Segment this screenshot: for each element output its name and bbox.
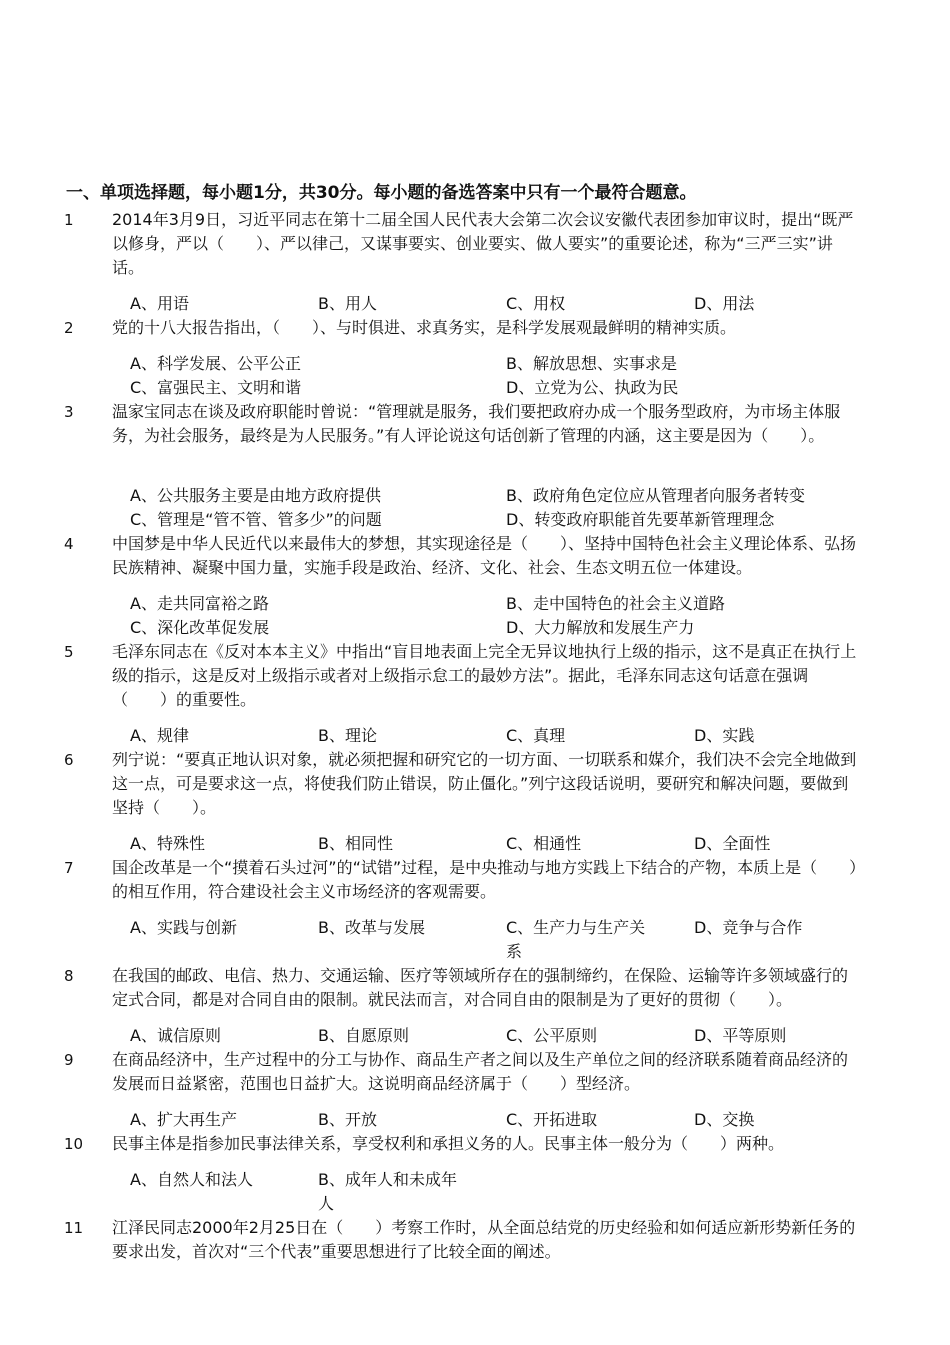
option-c: C、公平原则 bbox=[506, 1026, 598, 1045]
question-stem: 民事主体是指参加民事法律关系，享受权利和承担义务的人。民事主体一般分为（ ）两种。 bbox=[112, 1134, 785, 1153]
option-a: A、用语 bbox=[130, 294, 189, 313]
option-c: C、开拓进取 bbox=[506, 1110, 598, 1129]
option-a: A、科学发展、公平公正 bbox=[130, 354, 301, 373]
option-c: C、生产力与生产关系 bbox=[506, 918, 646, 961]
option-b: B、成年人和未成年人 bbox=[318, 1170, 457, 1213]
option-a: A、公共服务主要是由地方政府提供 bbox=[130, 486, 381, 505]
question-number: 3 bbox=[64, 403, 74, 421]
question-number: 2 bbox=[64, 319, 74, 337]
option-b: B、自愿原则 bbox=[318, 1026, 409, 1045]
option-c: C、深化改革促发展 bbox=[130, 618, 270, 637]
option-b: B、开放 bbox=[318, 1110, 377, 1129]
question-stem: 2014年3月9日，习近平同志在第十二届全国人民代表大会第二次会议安徽代表团参加审议时，提出“既严以修身，严以（ ）、严以律己，又谋事要实、创业要实、做人要实”的重要论述，称为“三严三实”讲话。 bbox=[112, 210, 854, 277]
option-a: A、特殊性 bbox=[130, 834, 205, 853]
option-a: A、规律 bbox=[130, 726, 189, 745]
question-number: 11 bbox=[64, 1219, 84, 1237]
question-stem: 毛泽东同志在《反对本本主义》中指出“盲目地表面上完全无异议地执行上级的指示，这不是真正在执行上级的指示，这是反对上级指示或者对上级指示怠工的最妙方法”。据此，毛泽东同志这句话意在强调（ ）的重要性。 bbox=[112, 642, 857, 709]
question-stem: 中国梦是中华人民近代以来最伟大的梦想，其实现途径是（ ）、坚持中国特色社会主义理论体系、弘扬民族精神、凝聚中国力量，实施手段是政治、经济、文化、社会、生态文明五位一体建设。 bbox=[112, 534, 857, 577]
question-stem: 列宁说：“要真正地认识对象，就必须把握和研究它的一切方面、一切联系和媒介，我们决不会完全地做到这一点，可是要求这一点，将使我们防止错误，防止僵化。”列宁这段话说明，要研究和解决问题，要做到坚持（ ）。 bbox=[112, 750, 857, 817]
option-b: B、相同性 bbox=[318, 834, 393, 853]
option-b: B、理论 bbox=[318, 726, 377, 745]
option-c: C、用权 bbox=[506, 294, 566, 313]
option-d: D、全面性 bbox=[694, 834, 771, 853]
option-d: D、交换 bbox=[694, 1110, 755, 1129]
option-a: A、扩大再生产 bbox=[130, 1110, 237, 1129]
option-b: B、改革与发展 bbox=[318, 918, 425, 937]
question-stem: 国企改革是一个“摸着石头过河”的“试错”过程，是中央推动与地方实践上下结合的产物，本质上是（ ）的相互作用，符合建设社会主义市场经济的客观需要。 bbox=[112, 858, 858, 901]
option-c: C、真理 bbox=[506, 726, 566, 745]
option-c: C、相通性 bbox=[506, 834, 582, 853]
question-stem: 在商品经济中，生产过程中的分工与协作、商品生产者之间以及生产单位之间的经济联系随着商品经济的发展而日益紧密，范围也日益扩大。这说明商品经济属于（ ）型经济。 bbox=[112, 1050, 849, 1093]
option-c: C、管理是“管不管、管多少”的问题 bbox=[130, 510, 382, 529]
option-b: B、解放思想、实事求是 bbox=[506, 354, 677, 373]
option-a: A、走共同富裕之路 bbox=[130, 594, 269, 613]
question-number: 10 bbox=[64, 1135, 84, 1153]
question-stem: 在我国的邮政、电信、热力、交通运输、医疗等领域所存在的强制缔约，在保险、运输等许多领域盛行的定式合同，都是对合同自由的限制。就民法而言，对合同自由的限制是为了更好的贯彻（ ）。 bbox=[112, 966, 849, 1009]
option-c: C、富强民主、文明和谐 bbox=[130, 378, 302, 397]
option-b: B、走中国特色的社会主义道路 bbox=[506, 594, 725, 613]
option-d: D、立党为公、执政为民 bbox=[506, 378, 679, 397]
question-number: 6 bbox=[64, 751, 74, 769]
option-a: A、诚信原则 bbox=[130, 1026, 221, 1045]
question-number: 4 bbox=[64, 535, 74, 553]
option-b: B、用人 bbox=[318, 294, 377, 313]
option-d: D、竞争与合作 bbox=[694, 918, 803, 937]
question-number: 8 bbox=[64, 967, 74, 985]
option-a: A、自然人和法人 bbox=[130, 1170, 253, 1189]
question-stem: 温家宝同志在谈及政府职能时曾说：“管理就是服务，我们要把政府办成一个服务型政府，为市场主体服务，为社会服务，最终是为人民服务。”有人评论说这句话创新了管理的内涵，这主要是因为（ ）。 bbox=[112, 402, 841, 445]
question-stem: 党的十八大报告指出，（ ）、与时俱进、求真务实，是科学发展观最鲜明的精神实质。 bbox=[112, 318, 737, 337]
option-a: A、实践与创新 bbox=[130, 918, 237, 937]
question-number: 9 bbox=[64, 1051, 74, 1069]
question-stem: 江泽民同志2000年2月25日在（ ）考察工作时，从全面总结党的历史经验和如何适应新形势新任务的要求出发，首次对“三个代表”重要思想进行了比较全面的阐述。 bbox=[112, 1218, 856, 1261]
option-d: D、用法 bbox=[694, 294, 755, 313]
option-b: B、政府角色定位应从管理者向服务者转变 bbox=[506, 486, 805, 505]
option-d: D、大力解放和发展生产力 bbox=[506, 618, 695, 637]
option-d: D、实践 bbox=[694, 726, 755, 745]
question-number: 1 bbox=[64, 211, 74, 229]
question-number: 5 bbox=[64, 643, 74, 661]
section-heading: 一、单项选择题，每小题1分，共30分。每小题的备选答案中只有一个最符合题意。 bbox=[66, 183, 697, 203]
option-d: D、转变政府职能首先要革新管理理念 bbox=[506, 510, 775, 529]
question-number: 7 bbox=[64, 859, 74, 877]
option-d: D、平等原则 bbox=[694, 1026, 787, 1045]
